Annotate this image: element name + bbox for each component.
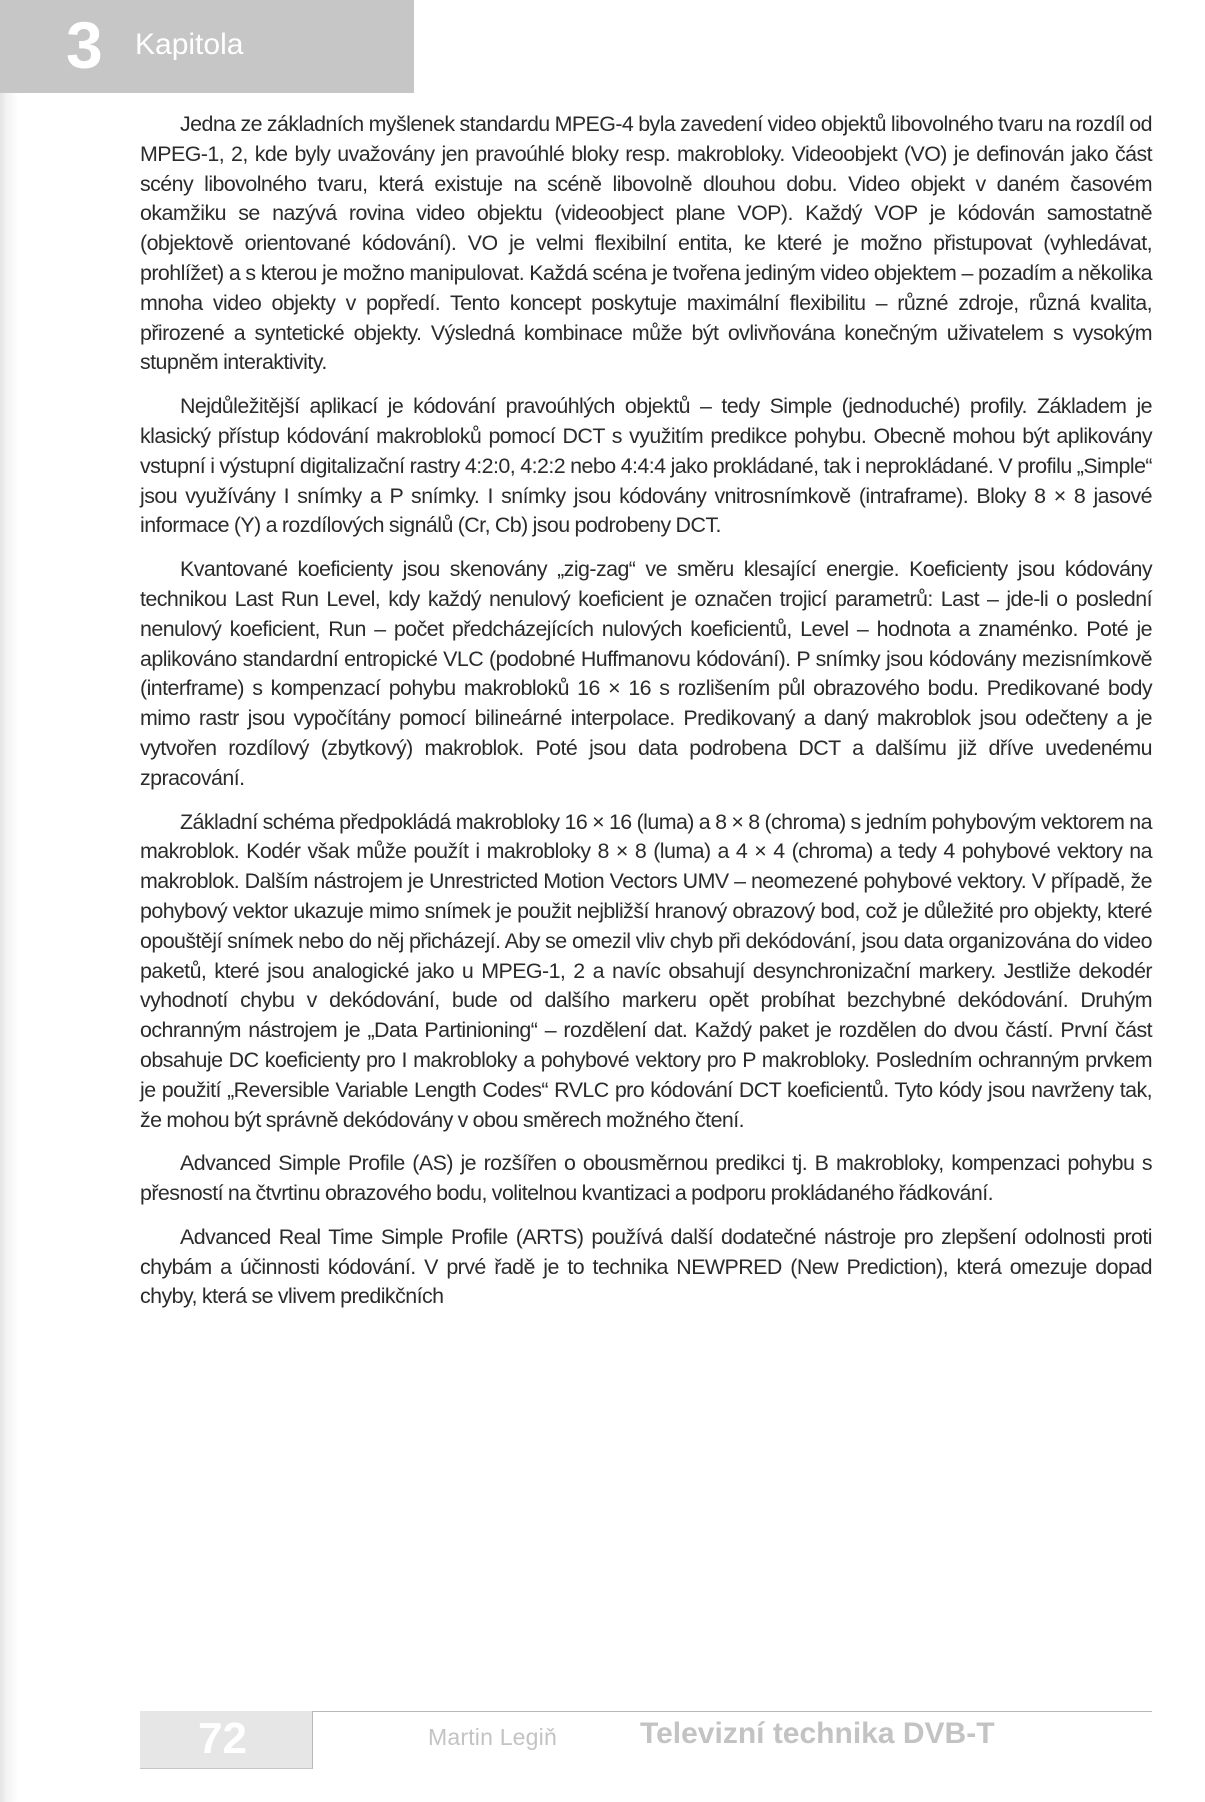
page-edge-shadow [0,0,18,1802]
chapter-banner [0,0,414,93]
chapter-number: 3 [66,8,103,82]
body-text [140,110,1152,1326]
page-number: 72 [198,1714,247,1763]
footer-divider [312,1711,1152,1712]
footer-author: Martin Legiň [428,1724,557,1750]
paragraph: Kvantované koeficienty jsou skenovány „zig-zag“ ve směru klesající energie. Koeficienty jsou kódovány technikou Last Run Level, kdy každý nenulový koeficient je označen trojicí parametrů: Last – jde-li o poslední nenulový koeficient, Run – počet předcházejících nulových koeficientů, Level – hodnota a znaménko. Poté je aplikováno standardní entropické VLC (podobné Huffmanovu kódování). P snímky jsou kódovány mezisnímkově (interframe) s kompenzací pohybu makrobloků 16 × 16 s rozlišením půl obrazového bodu. Predikované body mimo rastr jsou vypočítány pomocí bilineárné interpolace. Predikovaný a daný makroblok jsou odečteny a je vytvořen rozdílový (zbytkový) makroblok. Poté jsou data podrobena DCT a dalšímu již dříve uvedenému zpracování. [140,557,1152,790]
paragraph: Nejdůležitější aplikací je kódování pravoúhlých objektů – tedy Simple (jednoduché) profily. Základem je klasický přístup kódování makrobloků pomocí DCT s využitím predikce pohybu. Obecně mohou být aplikovány vstupní i výstupní digitalizační rastry 4:2:0, 4:2:2 nebo 4:4:4 jako prokládané, tak i neprokládané. V profilu „Simple“ jsou využívány I snímky a P snímky. I snímky jsou kódovány vnitrosnímkově (intraframe). Bloky 8 × 8 jasové informace (Y) a rozdílových signálů (Cr, Cb) jsou podrobeny DCT. [140,394,1152,538]
paragraph: Základní schéma předpokládá makrobloky 16 × 16 (luma) a 8 × 8 (chroma) s jedním pohybovým vektorem na makroblok. Kodér však může použít i makrobloky 8 × 8 (luma) a 4 × 4 (chroma) a tedy 4 pohybové vektory na makroblok. Dalším nástrojem je Unrestricted Motion Vectors UMV – neomezené pohybové vektory. V případě, že pohybový vektor ukazuje mimo snímek je použit nejbližší hranový obrazový bod, což je důležité pro objekty, které opouštějí snímek nebo do něj přicházejí. Aby se omezil vliv chyb při dekódování, jsou data organizována do video paketů, které jsou analogické jako u MPEG-1, 2 a navíc obsahují desynchronizační markery. Jestliže dekodér vyhodnotí chybu v dekódování, bude od dalšího markeru opět probíhat bezchybné dekódování. Druhým ochranným nástrojem je „Data Partinioning“ – rozdělení dat. Každý paket je rozdělen do dvou částí. První část obsahuje DC koeficienty pro I makrobloky a pohybové vektory pro P makrobloky. Posledním ochranným prvkem je použití „Reversible Variable Length Codes“ RVLC pro kódování DCT koeficientů. Tyto kódy jsou navrženy tak, že mohou být správně dekódovány v obou směrech možného čtení. [140,809,1152,1132]
paragraph: Jedna ze základních myšlenek standardu MPEG-4 byla zavedení video objektů libovolného tvaru na rozdíl od MPEG-1, 2, kde byly uvažovány jen pravoúhlé bloky resp. makrobloky. Videoobjekt (VO) je definován jako část scény libovolného tvaru, která existuje na scéně libovolně dlouhou dobu. Video objekt v daném časovém okamžiku se nazývá rovina video objektu (videoobject plane VOP). Každý VOP je kódován samostatně (objektově orientované kódování). VO je velmi flexibilní entita, ke které je možno přistupovat (vyhledávat, prohlížet) a s kterou je možno manipulovat. Každá scéna je tvořena jediným video objektem – pozadím a několika mnoha video objekty v popředí. Tento koncept poskytuje maximální flexibilitu – různé zdroje, různá kvalita, přirozené a syntetické objekty. Výsledná kombinace může být ovlivňována konečným uživatelem s vysokým stupněm interaktivity. [140,112,1152,375]
chapter-label: Kapitola [135,28,244,61]
paragraph: Advanced Real Time Simple Profile (ARTS) používá další dodatečné nástroje pro zlepšení odolnosti proti chybám a účinnosti kódování. V prvé řadě je to technika NEWPRED (New Prediction), která omezuje dopad chyby, která se vlivem predikčních [140,1224,1152,1309]
footer-book-title: Televizní technika DVB-T [640,1717,995,1750]
paragraph: Advanced Simple Profile (AS) je rozšířen o obousměrnou predikci tj. B makrobloky, kompenzaci pohybu s přesností na čtvrtinu obrazového bodu, volitelnou kvantizaci a podporu prokládaného řádkování. [140,1151,1152,1206]
